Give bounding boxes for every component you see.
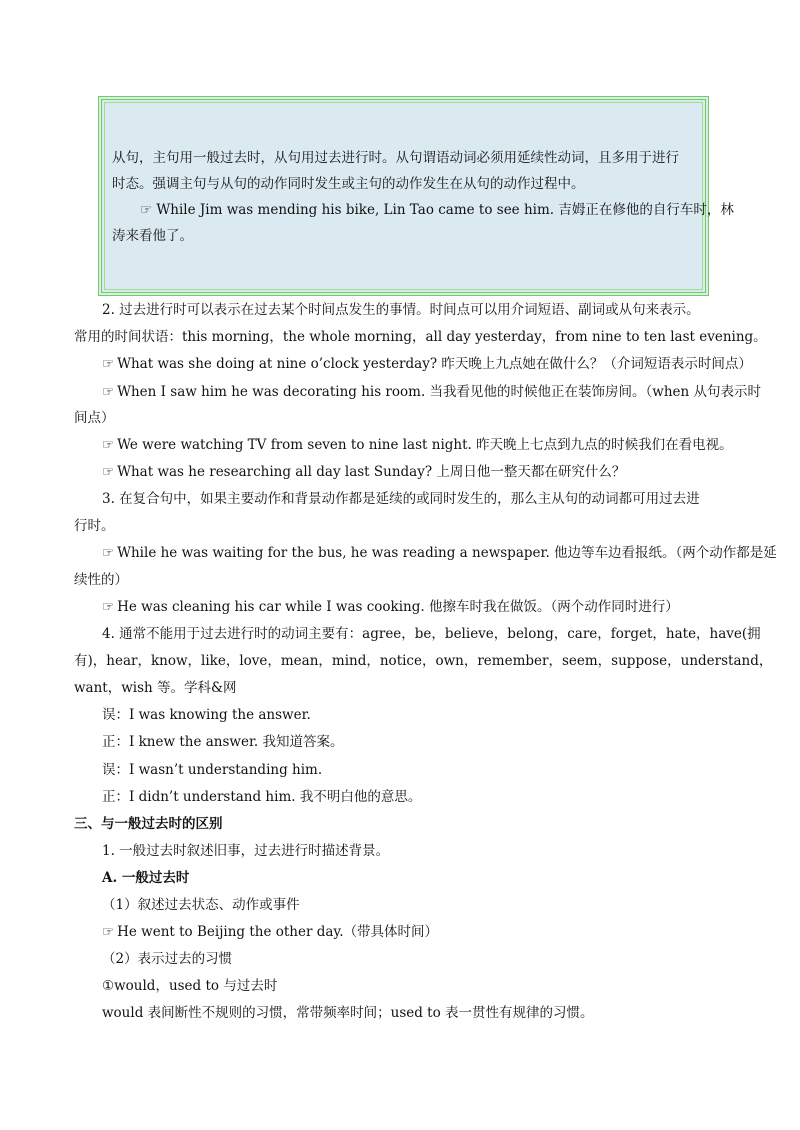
section-3-heading: 三、与一般过去时的区别 [74,816,223,832]
point-4-line-2: 有)，hear，know，like，love，mean，mind，notice，own，remember，seem，suppose，understand， [74,653,773,669]
section-3-point-1: 1. 一般过去时叙述旧事，过去进行时描述背景。 [102,843,390,859]
pointing-hand-icon: ☞ [102,464,115,480]
box-line-2: 时态。强调主句与从句的动作同时发生或主句的动作发生在从句的动作过程中。 [112,176,585,192]
point-2-line-2: 常用的时间状语：this morning，the whole morning，all day yesterday，from nine to ten last evening。 [74,329,767,345]
example-2: ☞ When I saw him he was decorating his room. 当我看见他的时候他正在装饰房间。（when 从句表示时 [102,384,761,400]
point-4-line-3: want，wish 等。学科&网 [74,680,237,696]
sub-point-2: （2）表示过去的习惯 [102,951,233,967]
example-7: ☞ He went to Beijing the other day.（带具体时间） [102,924,439,940]
right-example-2: 正：I didn’t understand him. 我不明白他的意思。 [102,789,422,805]
example-4: ☞ What was he researching all day last Sunday? 上周日他一整天都在研究什么？ [102,464,626,480]
point-3-line-2: 行时。 [74,518,115,534]
example-1: ☞ What was she doing at nine o’clock yesterday? 昨天晚上九点她在做什么？（介词短语表示时间点） [102,356,752,372]
sub-point-1: （1）叙述过去状态、动作或事件 [102,897,300,913]
pointing-hand-icon: ☞ [102,384,115,400]
pointing-hand-icon: ☞ [102,545,115,561]
pointing-hand-icon: ☞ [102,924,115,940]
wrong-example-1: 误：I was knowing the answer. [102,707,311,723]
example-5-cont: 续性的） [74,572,128,588]
right-example-1: 正：I knew the answer. 我知道答案。 [102,734,344,750]
box-line-4: 涛来看他了。 [112,228,193,244]
example-5: ☞ While he was waiting for the bus, he was reading a newspaper. 他边等车边看报纸。（两个动作都是延 [102,545,777,561]
example-2-cont: 间点） [74,410,115,426]
subheading-a: A. 一般过去时 [102,870,190,886]
pointing-hand-icon: ☞ [102,599,115,615]
point-3-line-1: 3. 在复合句中，如果主要动作和背景动作都是延续的或同时发生的，那么主从句的动词都可用过去进 [102,491,700,507]
example-6: ☞ He was cleaning his car while I was cooking. 他擦车时我在做饭。（两个动作同时进行） [102,599,679,615]
point-2-line-1: 2. 过去进行时可以表示在过去某个时间点发生的事情。时间点可以用介词短语、副词或从句来表示。 [102,302,700,318]
habit-explanation: would 表间断性不规则的习惯，常带频率时间；used to 表一贯性有规律的习惯。 [102,1005,594,1021]
box-line-3: ☞ While Jim was mending his bike, Lin Tao came to see him. 吉姆正在修他的自行车时，林 [140,202,734,218]
wrong-example-2: 误：I wasn’t understanding him. [102,762,323,778]
box-line-1: 从句，主句用一般过去时，从句用过去进行时。从句谓语动词必须用延续性动词，且多用于进行 [112,150,679,166]
circled-item-1: ①would，used to 与过去时 [102,978,278,994]
pointing-hand-icon: ☞ [102,356,115,372]
pointing-hand-icon: ☞ [102,437,115,453]
note-box [98,96,734,296]
example-3: ☞ We were watching TV from seven to nine last night. 昨天晚上七点到九点的时候我们在看电视。 [102,437,733,453]
point-4-line-1: 4. 通常不能用于过去进行时的动词主要有：agree，be，believe，belong，care，forget，hate，have(拥 [102,626,761,642]
